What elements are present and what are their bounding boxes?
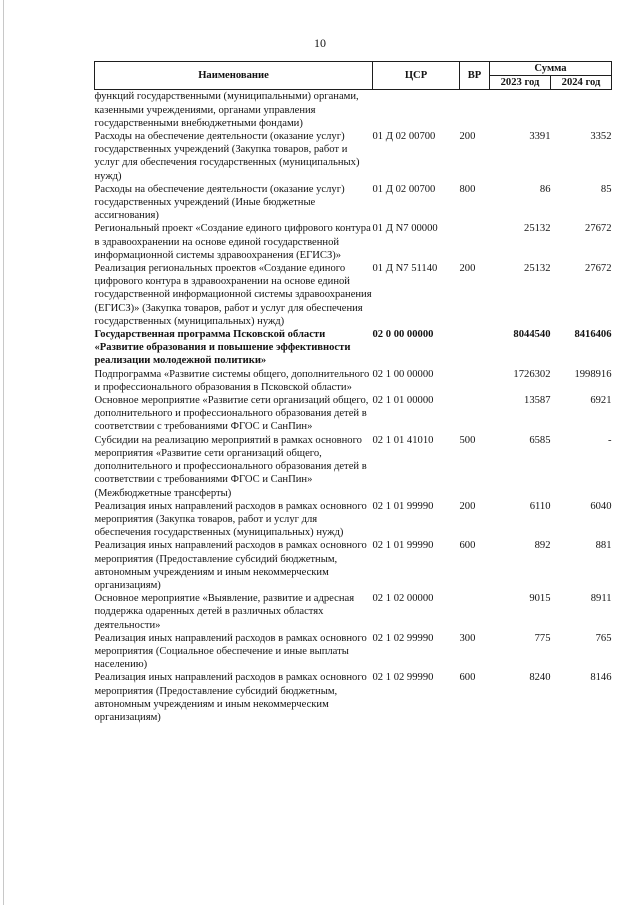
header-year-2023: 2023 год: [490, 76, 551, 90]
row-amount-2023: 8240: [529, 672, 551, 684]
row-amount-2023: 86: [539, 183, 551, 195]
table-row: [95, 539, 612, 592]
row-amount-2024: 8911: [590, 593, 612, 605]
row-name: Основное мероприятие «Развитие сети организаций общего, дополнительного и профессионального образования детей в соответствии с требованиями ФГОС и СанПин»: [94, 395, 369, 433]
row-csr-code: 02 1 01 99990: [372, 500, 434, 512]
table-row: [95, 328, 612, 368]
row-name: Региональный проект «Создание единого цифрового контура в здравоохранении на основе единой государственной информационной системы здравоохранения (ЕГИСЗ)»: [94, 223, 371, 261]
row-vr-code: 200: [459, 131, 476, 143]
row-amount-2023: 25132: [524, 223, 551, 235]
table-row: [95, 394, 612, 434]
row-amount-2023: 775: [534, 632, 551, 644]
row-amount-2024: 6040: [590, 500, 612, 512]
table-row: [95, 592, 612, 632]
row-amount-2023: 6585: [529, 434, 551, 446]
row-vr-code: [460, 328, 490, 368]
row-amount-2023: 892: [534, 540, 551, 552]
row-csr-code: 02 1 01 41010: [372, 434, 434, 446]
table-row: [95, 500, 612, 540]
header-csr: ЦСР: [373, 62, 460, 90]
row-csr-code: 02 1 01 99990: [372, 540, 434, 552]
row-amount-2023: 13587: [524, 395, 551, 407]
row-csr-code: 01 Д N7 51140: [372, 263, 438, 275]
row-name: Реализация иных направлений расходов в рамках основного мероприятия (Социальное обеспечение и иные выплаты населению): [94, 632, 367, 671]
budget-table: [94, 61, 612, 724]
row-name: Субсидии на реализацию мероприятий в рамках основного мероприятия «Развитие сети организаций общего, дополнительного и профессионального образования детей в соответствии с требованиями ФГОС и СанПин» (Межбюджетные трансферты): [94, 434, 367, 499]
row-name: Реализация региональных проектов «Создание единого цифрового контура в здравоохранении на основе единой государственной информационной системы здравоохранения (ЕГИСЗ)» (Закупка товаров, работ и услуг для обеспечения государственных (муниципальных) нужд): [94, 263, 372, 327]
row-amount-2023: 6110: [529, 500, 551, 512]
row-amount-2024: 85: [600, 183, 612, 195]
row-csr-code: 02 1 02 99990: [372, 672, 434, 684]
row-vr-code: 200: [459, 263, 476, 275]
row-amount-2024: 881: [595, 540, 612, 552]
table-row: [95, 434, 612, 500]
row-name: Расходы на обеспечение деятельности (оказание услуг) государственных учреждений (Иные бюджетные ассигнования): [94, 183, 345, 222]
row-amount-2024: 8416406: [574, 329, 612, 341]
row-vr-code: 200: [459, 500, 476, 512]
row-amount-2024: 1998916: [574, 368, 612, 380]
row-vr-code: 600: [459, 540, 476, 552]
row-csr-code: 02 1 02 99990: [372, 632, 434, 644]
row-csr-code: [373, 90, 460, 130]
row-amount-2023: 8044540: [513, 329, 551, 341]
row-name: Реализация иных направлений расходов в рамках основного мероприятия (Предоставление субсидий бюджетным, автономным учреждениям и иным некоммерческим организациям): [94, 540, 367, 591]
table-row: [95, 262, 612, 328]
row-name: Государственная программа Псковской области «Развитие образования и повышение эффективности реализации молодежной политики»: [94, 329, 351, 367]
row-vr-code: 300: [459, 632, 476, 644]
table-body: [95, 90, 612, 724]
row-amount-2024: -: [607, 434, 612, 446]
row-amount-2023: 25132: [524, 263, 551, 275]
row-vr-code: [460, 222, 490, 262]
table-row: [95, 130, 612, 183]
row-vr-code: 500: [459, 434, 476, 446]
row-amount-2024: 27672: [585, 263, 612, 275]
row-amount-2023: [490, 90, 551, 130]
row-csr-code: 01 Д N7 00000: [372, 223, 438, 235]
row-csr-code: 02 0 00 00000: [372, 329, 434, 341]
row-amount-2024: [551, 90, 612, 130]
row-name: Основное мероприятие «Выявление, развитие и адресная поддержка одаренных детей в различных областях деятельности»: [94, 593, 355, 631]
row-name: Расходы на обеспечение деятельности (оказание услуг) государственных учреждений (Закупка товаров, работ и услуг для обеспечения государственных (муниципальных) нужд): [94, 131, 360, 182]
page-number: 10: [314, 36, 326, 50]
header-vr: ВР: [460, 62, 490, 90]
row-name: функций государственными (муниципальными) органами, казенными учреждениями, органами управления государственными внебюджетными фондами): [94, 91, 359, 129]
table-row: [95, 222, 612, 262]
row-amount-2024: 6921: [590, 395, 612, 407]
row-amount-2024: 3352: [590, 131, 612, 143]
table-header: [95, 62, 612, 90]
row-amount-2024: 765: [595, 632, 612, 644]
header-name: Наименование: [95, 62, 373, 90]
row-csr-code: 02 1 02 00000: [372, 593, 434, 605]
row-csr-code: 02 1 01 00000: [372, 395, 434, 407]
row-vr-code: 600: [459, 672, 476, 684]
row-vr-code: [460, 90, 490, 130]
row-vr-code: [460, 368, 490, 394]
header-year-2024: 2024 год: [551, 76, 612, 90]
budget-table-container: [94, 61, 611, 724]
table-row: [95, 632, 612, 672]
row-vr-code: [460, 394, 490, 434]
row-amount-2024: 8146: [590, 672, 612, 684]
row-vr-code: [460, 592, 490, 632]
table-row: [95, 90, 612, 130]
table-row: [95, 368, 612, 394]
row-amount-2023: 9015: [529, 593, 551, 605]
row-name: Подпрограмма «Развитие системы общего, дополнительного и профессионального образования в Псковской области»: [94, 368, 370, 393]
row-amount-2024: 27672: [585, 223, 612, 235]
row-name: Реализация иных направлений расходов в рамках основного мероприятия (Закупка товаров, работ и услуг для обеспечения государственных (муниципальных) нужд): [94, 500, 367, 539]
row-name: Реализация иных направлений расходов в рамках основного мероприятия (Предоставление субсидий бюджетным, автономным учреждениям и иным некоммерческим организациям): [94, 672, 367, 723]
scan-edge-line: [3, 0, 4, 905]
table-row: [95, 671, 612, 724]
row-csr-code: 01 Д 02 00700: [372, 183, 436, 195]
row-amount-2023: 1726302: [513, 368, 551, 380]
header-sum: Сумма: [490, 62, 612, 76]
row-csr-code: 01 Д 02 00700: [372, 131, 436, 143]
row-csr-code: 02 1 00 00000: [372, 368, 434, 380]
table-row: [95, 183, 612, 223]
row-vr-code: 800: [459, 183, 476, 195]
row-amount-2023: 3391: [529, 131, 551, 143]
